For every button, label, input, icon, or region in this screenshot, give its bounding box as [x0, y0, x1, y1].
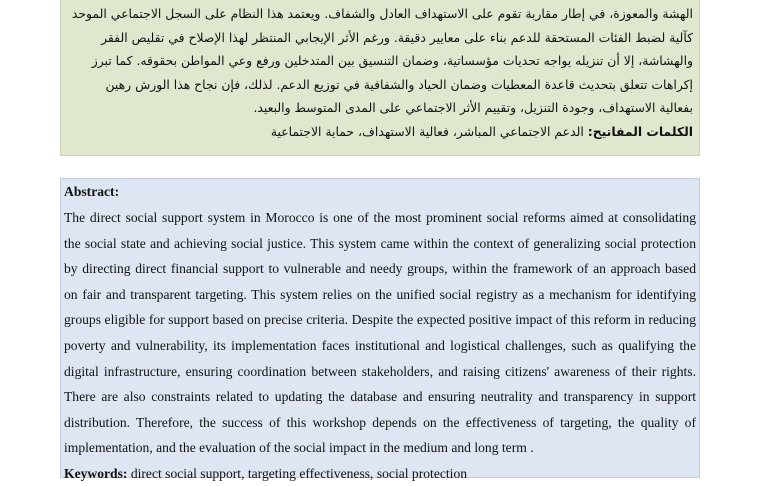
- arabic-abstract-line: إكراهات تتعلق بتحديث قاعدة المعطيات وضمان الحياد والشفافية في توزيع الدعم. لذلك، فإن نجاح هذا الورش رهين: [105, 76, 693, 92]
- arabic-keywords-label: الكلمات المفاتيح:: [587, 123, 693, 139]
- arabic-abstract-line: الهشة والمعوزة، في إطار مقاربة تقوم على الاستهداف العادل والشفاف. ويعتمد هذا النظام على السجل الاجتماعي الموحد: [71, 6, 693, 21]
- english-abstract-line: digital infrastructure, ensuring coordination between stakeholders, and raising citizens' awareness of their rights.: [64, 363, 696, 379]
- arabic-keywords-text: الدعم الاجتماعي المباشر، فعالية الاستهداف، حماية الاجتماعية: [270, 123, 588, 139]
- english-abstract-line: groups eligible for support based on precise criteria. Despite the expected positive impact of this reform in reducing: [64, 312, 696, 328]
- arabic-abstract-line: والهشاشة، إلا أن تنزيله يواجه تحديات مؤسساتية، وضمان التنسيق بين المتدخلين ورفع وعي المواطن بحقوقه. كما تبرز: [91, 53, 693, 68]
- english-abstract-line: There are also constraints related to updating the database and ensuring neutrality and transparency in support: [64, 389, 696, 405]
- arabic-abstract-line: بفعالية الاستهداف، وجودة التنزيل، وتقييم الأثر الاجتماعي على المدى المتوسط والبعيد.: [253, 100, 693, 115]
- english-abstract-line: distribution. Therefore, the success of this workshop depends on the effectiveness of targeting, the quality of: [64, 414, 696, 430]
- english-abstract-line: on fair and transparent targeting. This system relies on the unified social registry as a mechanism for identifying: [64, 286, 696, 302]
- english-keywords-label: Keywords:: [64, 465, 128, 481]
- english-abstract-line: the social state and achieving social justice. This system came within the context of generalizing social protection: [64, 235, 696, 251]
- english-abstract-line: by directing direct financial support to vulnerable and needy groups, within the framework of an approach based: [64, 261, 696, 277]
- english-keywords-text: direct social support, targeting effectiveness, social protection: [127, 465, 468, 481]
- arabic-keywords: [67, 120, 693, 144]
- english-abstract-line: poverty and vulnerability, its implementation faces institutional and logistical challenges, such as qualifying the: [64, 337, 696, 353]
- english-abstract-heading: Abstract:: [64, 184, 120, 199]
- english-abstract-line: implementation, and the evaluation of the social impact in the medium and long term .: [64, 440, 534, 456]
- english-abstract-line: The direct social support system in Morocco is one of the most prominent social reforms aimed at consolidating: [64, 210, 696, 225]
- english-keywords: [64, 461, 696, 486]
- arabic-abstract-line: كآلية لضبط الفئات المستحقة للدعم بناء على معايير دقيقة. ورغم الأثر الإيجابي المنتظر لهذا الإصلاح في تقليص الفقر: [101, 29, 693, 45]
- english-abstract-box: [60, 178, 700, 481]
- arabic-abstract-box: [60, 0, 700, 156]
